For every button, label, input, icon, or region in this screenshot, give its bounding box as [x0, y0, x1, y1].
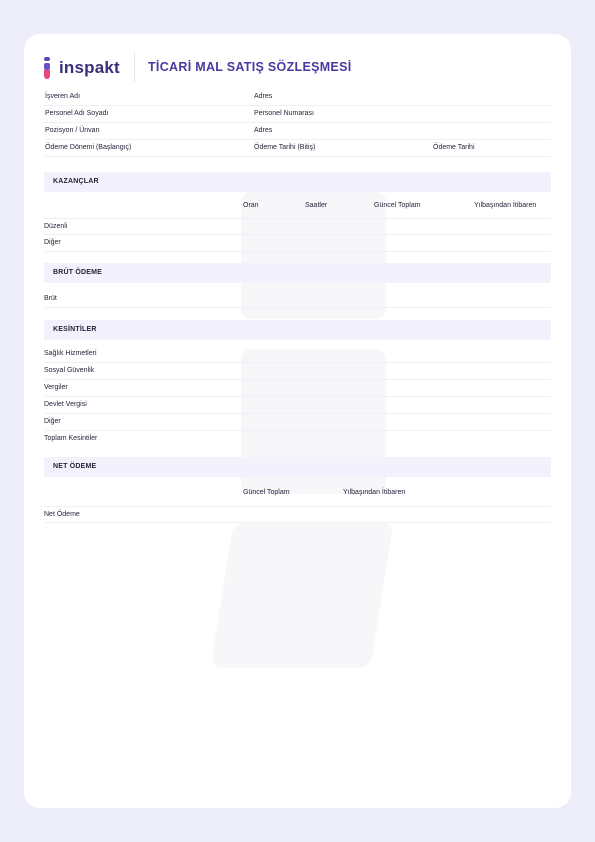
document-page	[24, 34, 571, 808]
table-row	[44, 380, 551, 397]
gross-section-header	[44, 263, 551, 283]
column-header-hours: Saatler	[305, 202, 328, 209]
position-label: Pozisyon / Ünvan	[45, 127, 100, 134]
gross-title: BRÜT ÖDEME	[53, 269, 103, 276]
row-label: Devlet Vergisi	[44, 401, 87, 408]
brand-logo	[44, 56, 120, 80]
logo-icon	[44, 57, 52, 79]
row-label: Brüt	[44, 295, 57, 302]
row-label: Net Ödeme	[44, 511, 80, 518]
net-title: NET ÖDEME	[53, 463, 97, 470]
info-row	[44, 123, 551, 140]
watermark-shape	[210, 522, 393, 668]
info-row	[44, 140, 551, 157]
row-label: Düzenli	[44, 223, 68, 230]
column-header-rate: Oran	[243, 202, 259, 209]
document-header	[44, 56, 551, 80]
pay-date-label: Ödeme Tarihi	[433, 144, 475, 151]
address-label: Adres	[254, 93, 273, 100]
info-row	[44, 106, 551, 123]
row-label: Vergiler	[44, 384, 68, 391]
table-row	[44, 431, 551, 448]
table-row	[44, 346, 551, 363]
column-header-year-to-date: Yılbaşından İtibaren	[474, 202, 537, 209]
brand-name: inspakt	[59, 58, 120, 77]
table-row	[44, 506, 551, 523]
row-label: Sosyal Güvenlik	[44, 367, 95, 374]
pay-date-end-label: Ödeme Tarihi (Bitiş)	[254, 144, 316, 151]
document-title: TİCARİ MAL SATIŞ SÖZLEŞMESİ	[148, 60, 352, 74]
column-header-current-total: Güncel Toplam	[243, 489, 290, 496]
table-row	[44, 397, 551, 414]
address-label: Adres	[254, 127, 273, 134]
row-label: Diğer	[44, 418, 61, 425]
employee-number-label: Personel Numarası	[254, 110, 314, 117]
table-row	[44, 363, 551, 380]
row-label: Diğer	[44, 239, 61, 246]
column-header-year-to-date: Yılbaşından İtibaren	[343, 489, 406, 496]
table-row	[44, 414, 551, 431]
earnings-section-header	[44, 172, 551, 192]
earnings-title: KAZANÇLAR	[53, 178, 99, 185]
header-divider	[134, 52, 135, 82]
net-section-header	[44, 457, 551, 477]
deductions-section-header	[44, 320, 551, 340]
employee-name-label: Personel Adı Soyadı	[45, 110, 109, 117]
deductions-title: KESİNTİLER	[53, 326, 97, 333]
table-row	[44, 218, 551, 235]
column-header-current-total: Güncel Toplam	[374, 202, 421, 209]
table-row	[44, 291, 551, 308]
employer-name-label: İşveren Adı	[45, 93, 81, 100]
table-row	[44, 235, 551, 252]
row-label: Sağlık Hizmetleri	[44, 350, 97, 357]
info-row	[44, 89, 551, 106]
pay-period-start-label: Ödeme Dönemi (Başlangıç)	[45, 144, 132, 151]
row-label: Toplam Kesintiler	[44, 435, 98, 442]
